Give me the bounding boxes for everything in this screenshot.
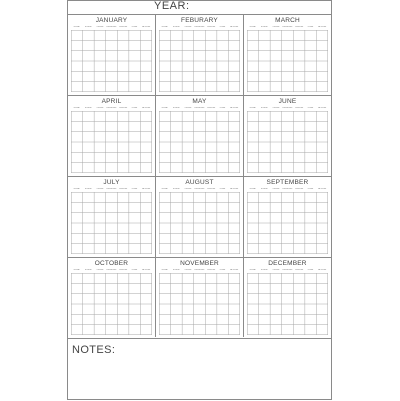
day-header: WEDNESDAY (282, 27, 293, 28)
month-name: JUNE (278, 98, 297, 105)
day-header: SUNDAY (73, 27, 81, 28)
day-header: FRIDAY (219, 189, 226, 190)
day-header: WEDNESDAY (106, 189, 117, 190)
month-october (68, 258, 155, 338)
day-header: TUESDAY (272, 27, 280, 28)
month-november (156, 258, 243, 338)
month-name: MARCH (275, 17, 300, 24)
day-header: TUESDAY (184, 270, 192, 271)
day-header: THURSDAY (294, 27, 304, 28)
day-header: MONDAY (172, 108, 180, 109)
month-january (68, 15, 155, 95)
day-grid (159, 273, 240, 335)
day-header: MONDAY (84, 270, 92, 271)
day-header: FRIDAY (131, 189, 138, 190)
day-header: SATURDAY (141, 189, 151, 190)
month-april (68, 96, 155, 176)
day-header: THURSDAY (206, 108, 216, 109)
month-name: SEPTEMBER (266, 179, 309, 186)
day-header: SATURDAY (141, 270, 151, 271)
day-header: SATURDAY (317, 189, 327, 190)
day-header: WEDNESDAY (194, 270, 205, 271)
day-grid (247, 273, 328, 335)
day-header: SUNDAY (249, 27, 257, 28)
day-header: THURSDAY (206, 189, 216, 190)
day-header: TUESDAY (96, 189, 104, 190)
day-header: SATURDAY (317, 27, 327, 28)
day-header: THURSDAY (118, 270, 128, 271)
day-grid (247, 111, 328, 173)
day-header: WEDNESDAY (194, 108, 205, 109)
day-grid (247, 30, 328, 92)
day-header: FRIDAY (307, 108, 314, 109)
day-header: SATURDAY (141, 108, 151, 109)
day-header: FRIDAY (219, 27, 226, 28)
day-header: TUESDAY (272, 108, 280, 109)
day-header: THURSDAY (118, 27, 128, 28)
day-header: MONDAY (172, 189, 180, 190)
day-header: MONDAY (84, 189, 92, 190)
day-header: TUESDAY (184, 189, 192, 190)
day-header: TUESDAY (96, 108, 104, 109)
day-header: FRIDAY (219, 270, 226, 271)
day-header: WEDNESDAY (282, 270, 293, 271)
month-august (156, 177, 243, 257)
month-march (244, 15, 331, 95)
month-name: NOVEMBER (180, 260, 219, 267)
day-header: MONDAY (260, 189, 268, 190)
day-header: THURSDAY (206, 27, 216, 28)
day-header: THURSDAY (294, 108, 304, 109)
months-grid (68, 15, 331, 337)
day-header: FRIDAY (131, 270, 138, 271)
day-header: TUESDAY (272, 270, 280, 271)
day-header: FRIDAY (219, 108, 226, 109)
day-header: TUESDAY (96, 270, 104, 271)
day-grid (159, 30, 240, 92)
day-header: FRIDAY (307, 189, 314, 190)
day-grid (71, 111, 152, 173)
notes-label: NOTES: (72, 344, 116, 356)
month-december (244, 258, 331, 338)
day-grid (159, 192, 240, 254)
day-header: SATURDAY (229, 27, 239, 28)
day-header: SATURDAY (229, 189, 239, 190)
day-header: SUNDAY (249, 108, 257, 109)
day-header: MONDAY (260, 108, 268, 109)
day-header: FRIDAY (131, 108, 138, 109)
day-header: SATURDAY (141, 27, 151, 28)
day-header: SUNDAY (249, 270, 257, 271)
month-name: DECEMBER (268, 260, 307, 267)
day-header: MONDAY (172, 27, 180, 28)
day-header: WEDNESDAY (282, 189, 293, 190)
day-grid (247, 192, 328, 254)
day-header: WEDNESDAY (194, 189, 205, 190)
month-name: MAY (192, 98, 207, 105)
month-name: AUGUST (185, 179, 214, 186)
day-header: MONDAY (172, 270, 180, 271)
month-june (244, 96, 331, 176)
day-header: FRIDAY (131, 27, 138, 28)
month-september (244, 177, 331, 257)
row-divider (68, 95, 331, 96)
day-header: SUNDAY (161, 189, 169, 190)
day-header: FRIDAY (307, 27, 314, 28)
day-header: MONDAY (260, 27, 268, 28)
day-header: WEDNESDAY (106, 27, 117, 28)
day-header: MONDAY (84, 108, 92, 109)
day-header: THURSDAY (118, 189, 128, 190)
row-divider (68, 176, 331, 177)
month-name: JULY (103, 179, 120, 186)
month-name: OCTOBER (94, 260, 129, 267)
day-grid (71, 192, 152, 254)
day-header: MONDAY (260, 270, 268, 271)
day-header: SATURDAY (229, 108, 239, 109)
year-label: YEAR: (154, 0, 190, 12)
month-feburary (156, 15, 243, 95)
day-grid (71, 30, 152, 92)
month-name: JANUARY (95, 17, 128, 24)
day-header: WEDNESDAY (106, 270, 117, 271)
month-july (68, 177, 155, 257)
notes-section (68, 338, 331, 401)
day-header: THURSDAY (294, 270, 304, 271)
row-divider (68, 257, 331, 258)
day-header: TUESDAY (96, 27, 104, 28)
day-header: SUNDAY (161, 270, 169, 271)
day-header: TUESDAY (272, 189, 280, 190)
day-header: WEDNESDAY (282, 108, 293, 109)
day-grid (71, 273, 152, 335)
day-header: TUESDAY (184, 27, 192, 28)
day-header: SUNDAY (161, 27, 169, 28)
day-header: SUNDAY (161, 108, 169, 109)
yearly-planner (67, 0, 332, 400)
day-header: SUNDAY (73, 270, 81, 271)
month-name: APRIL (101, 98, 122, 105)
day-header: SUNDAY (73, 189, 81, 190)
day-grid (159, 111, 240, 173)
day-header: SUNDAY (249, 189, 257, 190)
day-header: WEDNESDAY (106, 108, 117, 109)
day-header: WEDNESDAY (194, 27, 205, 28)
day-header: SUNDAY (73, 108, 81, 109)
day-header: SATURDAY (317, 108, 327, 109)
day-header: THURSDAY (118, 108, 128, 109)
day-header: FRIDAY (307, 270, 314, 271)
day-header: MONDAY (84, 27, 92, 28)
day-header: THURSDAY (294, 189, 304, 190)
year-header (68, 1, 331, 15)
month-name: FEBURARY (181, 17, 218, 24)
day-header: THURSDAY (206, 270, 216, 271)
day-header: TUESDAY (184, 108, 192, 109)
month-may (156, 96, 243, 176)
day-header: SATURDAY (229, 270, 239, 271)
day-header: SATURDAY (317, 270, 327, 271)
